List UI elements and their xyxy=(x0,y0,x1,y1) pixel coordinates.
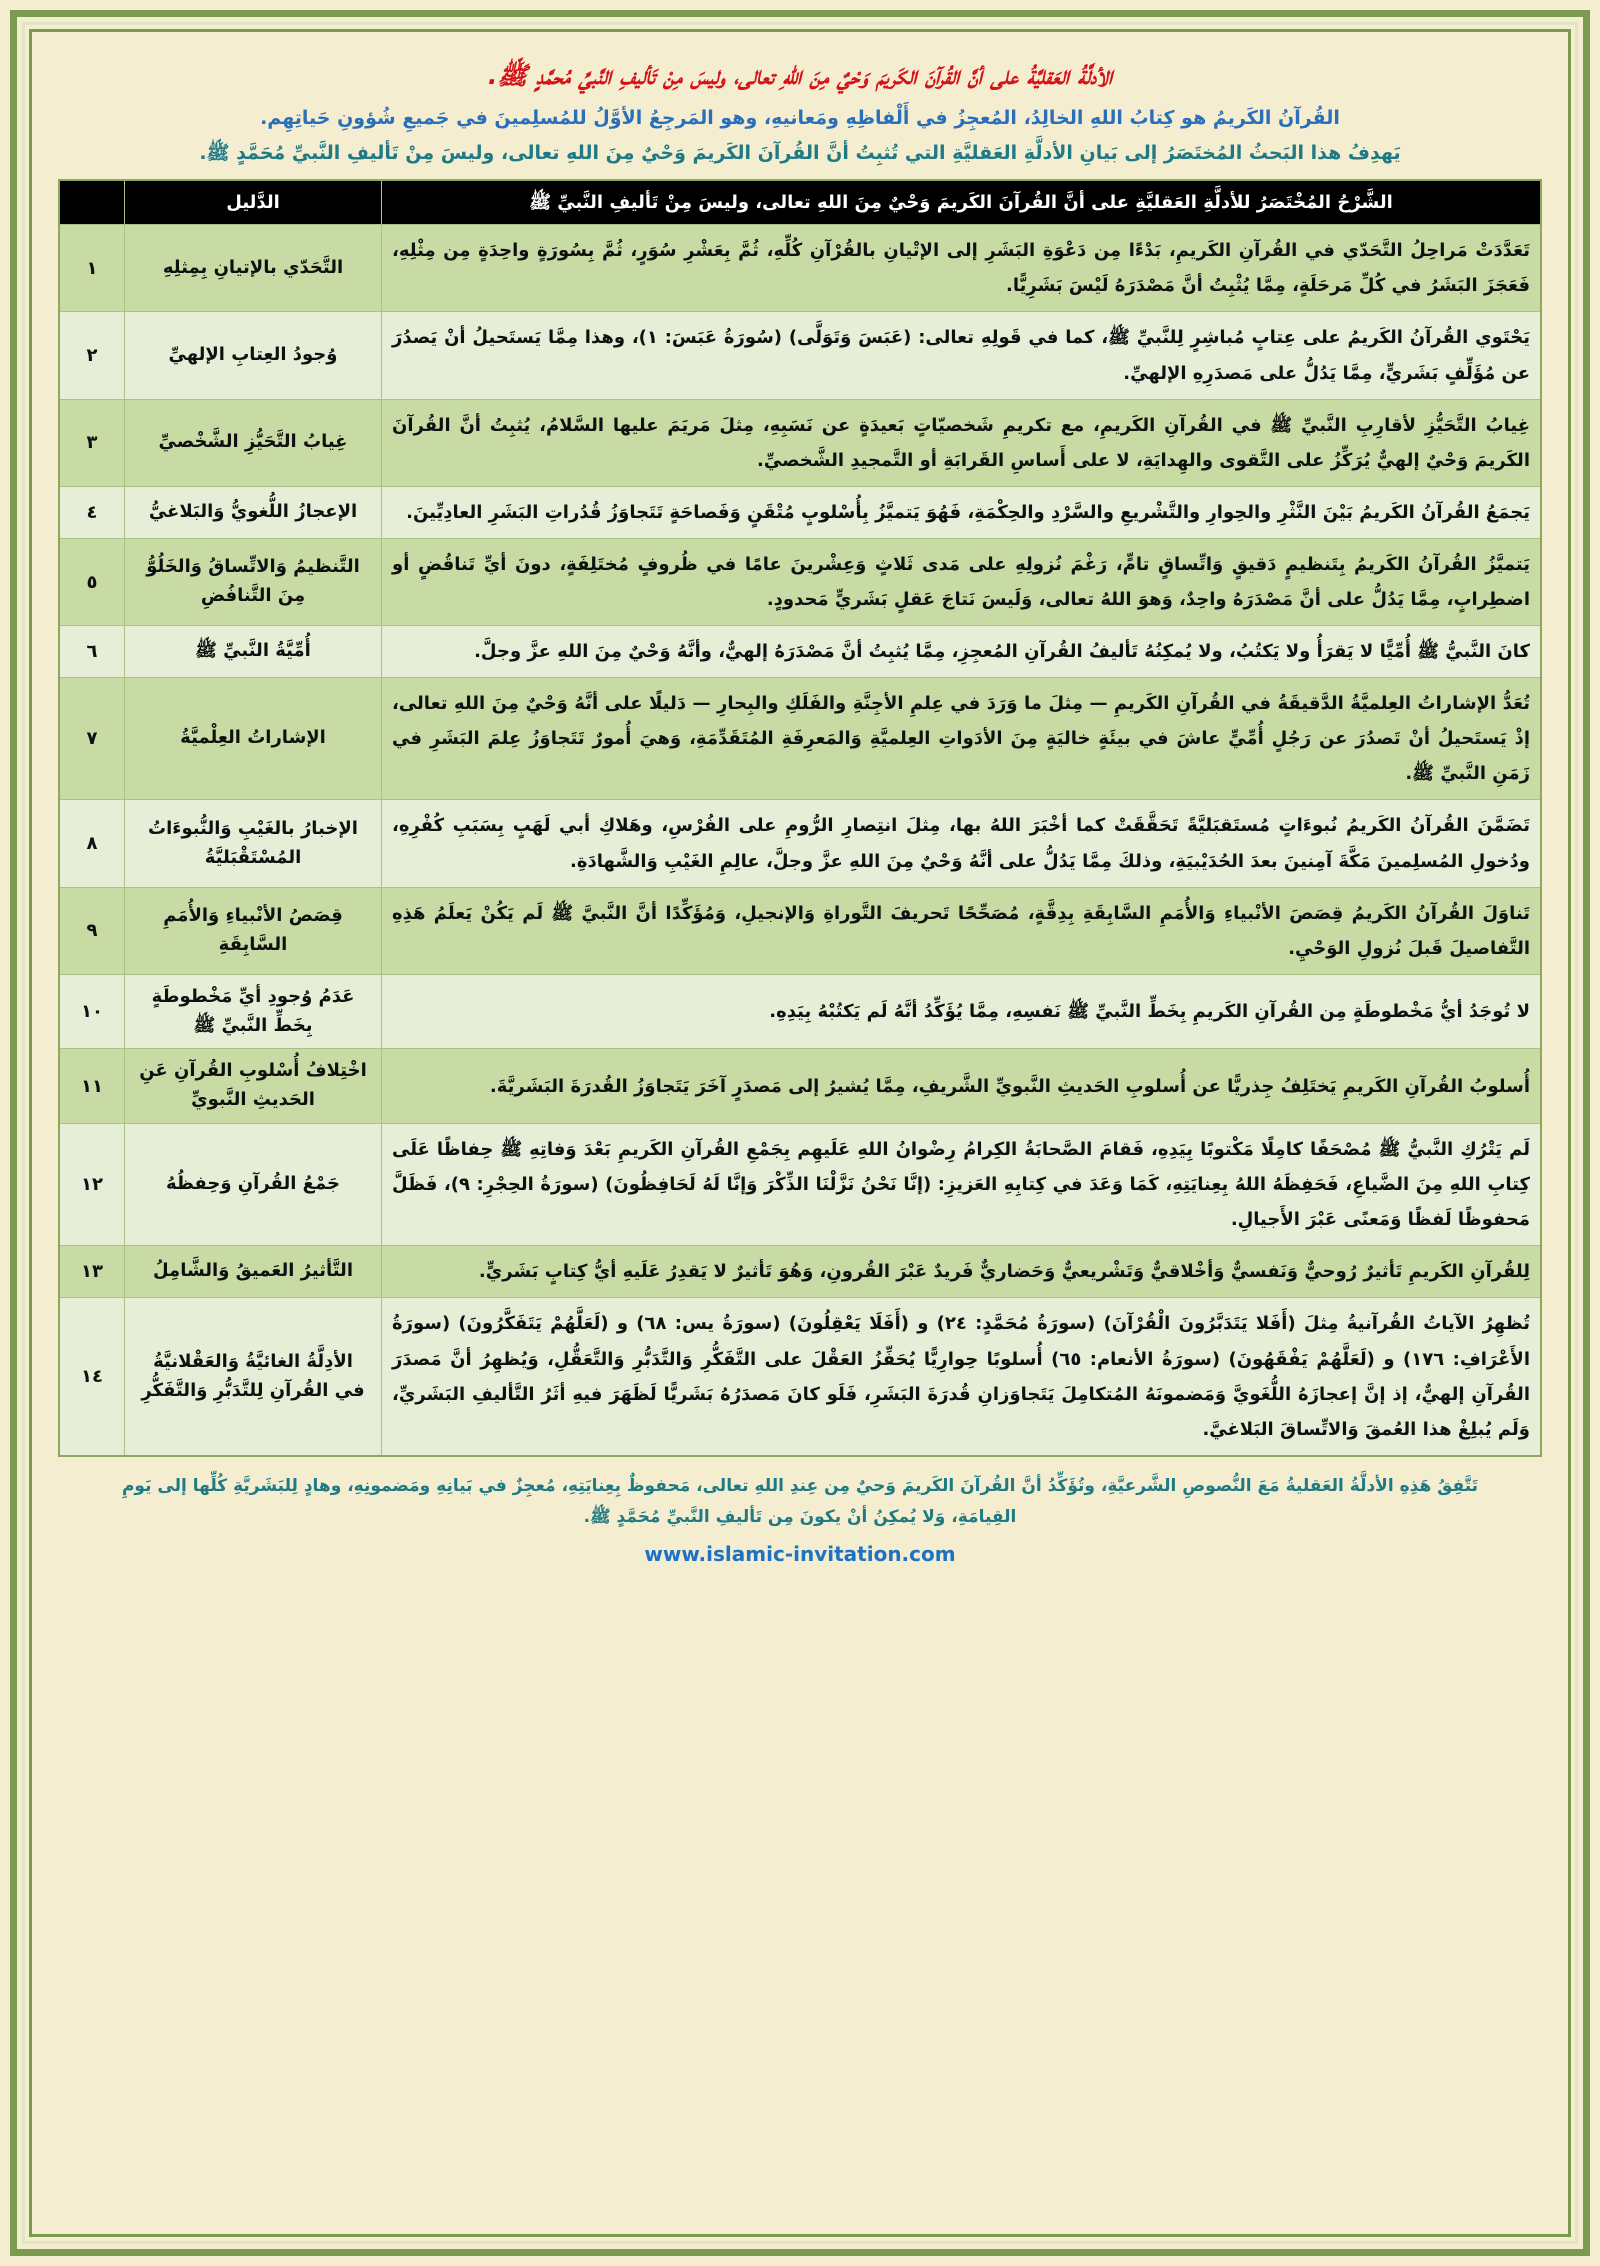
table-row xyxy=(59,399,1541,486)
cell-evidence-label: قِصَصُ الأنْبياءِ وَالأُمَمِ السَّابِقَةِ xyxy=(125,887,382,974)
cell-row-number: ٦ xyxy=(59,626,125,678)
table-row xyxy=(59,225,1541,312)
column-header-number xyxy=(59,180,125,225)
cell-row-number: ١٠ xyxy=(59,974,125,1049)
table-row xyxy=(59,312,1541,399)
cell-row-number: ٣ xyxy=(59,399,125,486)
website-url[interactable]: www.islamic-invitation.com xyxy=(644,1541,956,1566)
cell-row-number: ٩ xyxy=(59,887,125,974)
table-row xyxy=(59,626,1541,678)
intro-paragraph-2: يَهدِفُ هذا البَحثُ المُختَصَرُ إلى بَيانِ الأدلَّةِ العَقليَّةِ التي تُثبِتُ أنَّ القُرآنَ الكَريمَ وَحْيٌ مِنَ اللهِ تعالى، وليسَ مِنْ تَأليفِ النَّبيِّ مُحَمَّدٍ ﷺ. xyxy=(199,141,1401,164)
table-row xyxy=(59,800,1541,887)
cell-explanation: كانَ النَّبيُّ ﷺ أُمِّيًّا لا يَقرَأُ ولا يَكتُبُ، ولا يُمكِنُهُ تَأليفُ القُرآنِ المُعجِزِ، مِمَّا يُثبِتُ أنَّ مَصْدَرَهُ إلهيٌّ، وأنَّهُ وَحْيٌ مِنَ اللهِ عزَّ وجلَّ. xyxy=(382,626,1542,678)
table-row xyxy=(59,1124,1541,1246)
table-row xyxy=(59,887,1541,974)
cell-row-number: ٨ xyxy=(59,800,125,887)
table-row xyxy=(59,538,1541,625)
cell-evidence-label: الإعجازُ اللُّغويُّ وَالبَلاغيُّ xyxy=(125,486,382,538)
cell-explanation: تَناوَلَ القُرآنُ الكَريمُ قِصَصَ الأنْبياءِ وَالأُمَمِ السَّابِقَةِ بِدِقَّةٍ، مُصَحِّحًا تَحريفَ التَّوراةِ وَالإنجيلِ، وَمُؤَكِّدًا أنَّ النَّبيَّ ﷺ لَم يَكُنْ يَعلَمُ هَذِهِ التَّفاصيلَ قَبلَ نُزولِ الوَحْيِ. xyxy=(382,887,1542,974)
cell-evidence-label: عَدَمُ وُجودِ أيِّ مَخْطوطَةٍ بِخَطِّ النَّبيِّ ﷺ xyxy=(125,974,382,1049)
table-header-row xyxy=(59,180,1541,225)
table-row xyxy=(59,678,1541,800)
table-row xyxy=(59,486,1541,538)
cell-evidence-label: جَمْعُ القُرآنِ وَحِفظُهُ xyxy=(125,1124,382,1246)
cell-explanation: تُظهِرُ الآياتُ القُرآنيةُ مِثلَ (أَفَلا يَتَدَبَّرُونَ الْقُرْآنَ) (سورَةُ مُحَمَّدٍ: ٢٤) و (أَفَلَا يَعْقِلُونَ) (سورَةُ يس: ٦٨) و (لَعَلَّهُمْ يَتَفَكَّرُونَ) (سورَةُ الأَعْرَافِ: ١٧٦) و (لَعَلَّهُمْ يَفْقَهُونَ) (سورَةُ الأنعام: ٦٥) أُسلوبًا حِوارِيًّا يُحَفِّزُ العَقْلَ على التَّفَكُّرِ وَالتَّدَبُّرِ وَالتَّعَقُّلِ، وَيُظهِرُ أنَّ مَصدَرَ القُرآنِ إلهيٌّ، إذ إنَّ إعجازَهُ اللُّغَويَّ وَمَضمونَهُ المُتكامِلَ يَتَجاوَزانِ قُدرَةَ البَشَرِ، فَلَو كانَ مَصدَرُهُ بَشَريًّا لَظَهَرَ فيهِ أثَرُ التَّأليفِ البَشَريِّ، وَلَم يُبلِغْ هذا العُمقَ وَالاتِّساقَ البَلاغيَّ. xyxy=(382,1298,1542,1456)
page-border-outer xyxy=(10,10,1590,2256)
cell-evidence-label: الأدِلَّةُ الغائيَّةُ وَالعَقْلانيَّةُ في القُرآنِ لِلتَّدَبُّرِ وَالتَّفَكُّرِ xyxy=(125,1298,382,1456)
cell-row-number: ٥ xyxy=(59,538,125,625)
cell-row-number: ١ xyxy=(59,225,125,312)
cell-explanation: لَم يَتْرُكِ النَّبيُّ ﷺ مُصْحَفًا كامِلًا مَكْتوبًا بِيَدِهِ، فَقامَ الصَّحابَةُ الكِرامُ رِضْوانُ اللهِ عَلَيهِم بِجَمْعِ القُرآنِ الكَريمِ بَعْدَ وَفاتِهِ ﷺ حِفاظًا عَلَى كِتابِ اللهِ مِنَ الضَّياعِ، فَحَفِظَهُ اللهُ بِعِنايَتِهِ، كَمَا وَعَدَ في كِتابِهِ العَزيزِ: (إنَّا نَحْنُ نَزَّلْنَا الذِّكْرَ وَإنَّا لَهُ لَحَافِظُونَ) (سورَةُ الحِجْرِ: ٩)، فَظَلَّ مَحفوظًا لَفظًا وَمَعنًى عَبْرَ الأَجيالِ. xyxy=(382,1124,1542,1246)
cell-row-number: ٢ xyxy=(59,312,125,399)
cell-explanation: يَتميَّزُ القُرآنُ الكَريمُ بِتَنظيمٍ دَقيقٍ وَاتِّساقٍ تامٍّ، رَغْمَ نُزولِهِ على مَدى ثَلاثٍ وَعِشْرينَ عامًا في ظُروفٍ مُختَلِفَةٍ، دونَ أيِّ تَناقُضٍ أو اضطِرابٍ، مِمَّا يَدُلُّ على أنَّ مَصْدَرَهُ واحِدٌ، وَهوَ اللهُ تعالى، وَلَيسَ نَتاجَ عَقلٍ بَشَريٍّ مَحدودٍ. xyxy=(382,538,1542,625)
table-row xyxy=(59,1246,1541,1298)
cell-explanation: غِيابُ التَّحَيُّزِ لأقارِبِ النَّبيِّ ﷺ في القُرآنِ الكَريمِ، مع تكريمِ شَخصيّاتٍ بَعيدَةٍ عن نَسَبِهِ، مِثلَ مَريَمَ عليها السَّلامُ، يُثبِتُ أنَّ القُرآنَ الكَريمَ وَحْيٌ إلهيٌّ يُرَكِّزُ على التَّقوى والهِدايَةِ، لا على أَساسِ القَرابَةِ أو التَّمجيدِ الشَّخصيِّ. xyxy=(382,399,1542,486)
cell-evidence-label: الإخبارُ بالغَيْبِ وَالنُّبوءَاتُ المُسْتَقْبَليَّةُ xyxy=(125,800,382,887)
column-header-explanation: الشَّرْحُ المُخْتَصَرُ للأدلَّةِ العَقليَّةِ على أنَّ القُرآنَ الكَريمَ وَحْيٌ مِنَ اللهِ تعالى، وليسَ مِنْ تَأليفِ النَّبيِّ ﷺ xyxy=(382,180,1542,225)
table-row xyxy=(59,974,1541,1049)
cell-explanation: لا تُوجَدُ أيُّ مَخْطوطَةٍ مِن القُرآنِ الكَريمِ بِخَطِّ النَّبيِّ ﷺ نَفسِهِ، مِمَّا يُؤَكِّدُ أنَّهُ لَم يَكتُبْهُ بِيَدِهِ. xyxy=(382,974,1542,1049)
cell-evidence-label: التَّأثيرُ العَميقُ وَالشَّامِلُ xyxy=(125,1246,382,1298)
cell-explanation: لِلقُرآنِ الكَريمِ تَأثيرٌ رُوحيٌّ وَنَفسيٌّ وَأخْلاقيٌّ وَتَشْريعيٌّ وَحَضاريٌّ فَريدٌ عَبْرَ القُرونِ، وَهُوَ تَأثيرٌ لا يَقدِرُ عَلَيهِ أيُّ كِتابٍ بَشَريٍّ. xyxy=(382,1246,1542,1298)
cell-explanation: يَحْتَوي القُرآنُ الكَريمُ على عِتابٍ مُباشِرٍ لِلنَّبيِّ ﷺ، كما في قَولِهِ تعالى: (عَبَسَ وَتَوَلَّى) (سُورَةُ عَبَسَ: ١)، وهذا مِمَّا يَستَحيلُ أنْ يَصدُرَ عن مُؤَلِّفٍ بَشَريٍّ، مِمَّا يَدُلُّ على مَصدَرِهِ الإلهيِّ. xyxy=(382,312,1542,399)
intro-paragraph-1: القُرآنُ الكَريمُ هو كِتابُ اللهِ الخالِدُ، المُعجِزُ في أَلْفاظِهِ ومَعانيهِ، وهو المَرجِعُ الأوَّلُ للمُسلِمينَ في جَميعِ شُؤونِ حَياتِهِم. xyxy=(260,107,1340,130)
cell-evidence-label: اخْتِلافُ أُسْلوبِ القُرآنِ عَنِ الحَديثِ النَّبويِّ xyxy=(125,1049,382,1124)
cell-explanation: يَجمَعُ القُرآنُ الكَريمُ بَيْنَ النَّثْرِ والحِوارِ والتَّشْريعِ والسَّرْدِ والحِكْمَةِ، فَهُوَ يَتميَّزُ بِأُسْلوبٍ مُتْقَنٍ وَفَصاحَةٍ تَتَجاوَزُ قُدُراتِ البَشَرِ العادِيِّينَ. xyxy=(382,486,1542,538)
cell-evidence-label: التَّنظيمُ وَالاتِّساقُ وَالخَلُوُّ مِنَ التَّنافُضِ xyxy=(125,538,382,625)
cell-row-number: ١٣ xyxy=(59,1246,125,1298)
cell-row-number: ١٢ xyxy=(59,1124,125,1246)
cell-evidence-label: أُمِّيَّةُ النَّبيِّ ﷺ xyxy=(125,626,382,678)
cell-explanation: أُسلوبُ القُرآنِ الكَريمِ يَختَلِفُ جِذريًّا عن أُسلوبِ الحَديثِ النَّبويِّ الشَّريفِ، مِمَّا يُشيرُ إلى مَصدَرٍ آخَرَ يَتَجاوَزُ القُدرَةَ البَشَريَّةَ. xyxy=(382,1049,1542,1124)
cell-explanation: تُعَدُّ الإشاراتُ العِلميَّةُ الدَّقيقَةُ في القُرآنِ الكَريمِ — مِثلَ ما وَرَدَ في عِلمِ الأجِنَّةِ والفَلَكِ والبِحارِ — دَليلًا على أنَّهُ وَحْيٌ مِنَ اللهِ تعالى، إذْ يَستَحيلُ أنْ تَصدُرَ عن رَجُلٍ أُمِّيٍّ عاشَ في بيئَةٍ خاليَةٍ مِنَ الأدَواتِ العِلميَّةِ وَالمَعرِفَةِ المُتَقَدِّمَةِ، وَهيَ أُمورٌ تَتَجاوَزُ عِلمَ البَشَرِ في زَمَنِ النَّبيِّ ﷺ. xyxy=(382,678,1542,800)
cell-row-number: ١٤ xyxy=(59,1298,125,1456)
cell-explanation: تَضَمَّنَ القُرآنُ الكَريمُ نُبوءَاتٍ مُستَقبَليَّةً تَحَقَّقَتْ كما أخْبَرَ اللهُ بها، مِثلَ انتِصارِ الرُّومِ على الفُرْسِ، وهَلاكِ أبي لَهَبٍ بِسَبَبِ كُفْرِهِ، ودُخولِ المُسلِمينَ مَكَّةَ آمِنينَ بعدَ الحُدَيْبيَةِ، وذلكَ مِمَّا يَدُلُّ على أنَّهُ وَحْيٌ مِنَ اللهِ عزَّ وجلَّ، عالِمِ الغَيْبِ وَالشَّهادَةِ. xyxy=(382,800,1542,887)
table-row xyxy=(59,1298,1541,1456)
evidence-table-head xyxy=(59,180,1541,225)
page-border-middle xyxy=(22,22,1578,2244)
table-row xyxy=(59,1049,1541,1124)
evidence-table-body xyxy=(59,225,1541,1456)
column-header-evidence: الدَّليل xyxy=(125,180,382,225)
evidence-table xyxy=(58,179,1542,1457)
cell-row-number: ٤ xyxy=(59,486,125,538)
page-title: الأدلَّةُ العَقليَّةُ على أنَّ القُرآنَ الكَريمَ وَحْيٌ مِنَ اللهِ تعالى، وليسَ مِنْ تَأليفِ النَّبيِّ مُحمَّدٍ ﷺ. xyxy=(487,61,1113,90)
cell-evidence-label: غِيابُ التَّحَيُّزِ الشَّخْصيِّ xyxy=(125,399,382,486)
page-border-inner xyxy=(29,29,1571,2237)
cell-evidence-label: وُجودُ العِتابِ الإلهيِّ xyxy=(125,312,382,399)
cell-row-number: ١١ xyxy=(59,1049,125,1124)
cell-evidence-label: الإشاراتُ العِلْميَّةُ xyxy=(125,678,382,800)
cell-row-number: ٧ xyxy=(59,678,125,800)
cell-evidence-label: التَّحَدّي بالإتيانِ بِمِثلِهِ xyxy=(125,225,382,312)
closing-paragraph: تَتَّفِقُ هَذِهِ الأدلَّةُ العَقليةُ مَعَ النُّصوصِ الشَّرعيَّةِ، وتُؤَكِّدُ أنَّ القُرآنَ الكَريمَ وَحيٌ مِن عِندِ اللهِ تعالى، مَحفوظٌ بِعِنايَتِهِ، مُعجِزٌ في بَيانِهِ ومَضمونِهِ، وهادٍ لِلبَشَريَّةِ كُلِّها إلى يَومِ القِيامَةِ، وَلا يُمكِنُ أنْ يكونَ مِن تَأليفِ النَّبيِّ مُحَمَّدٍ ﷺ. xyxy=(121,1475,1479,1528)
cell-explanation: تَعَدَّدَتْ مَراحِلُ التَّحَدّي في القُرآنِ الكَريمِ، بَدْءًا مِن دَعْوَةِ البَشَرِ إلى الإتْيانِ بالقُرْآنِ كُلِّهِ، ثُمَّ بِعَشْرِ سُوَرٍ، ثُمَّ بِسُورَةٍ واحِدَةٍ مِن مِثْلِهِ، فَعَجَزَ البَشَرُ في كُلِّ مَرحَلَةٍ، مِمَّا يُثْبِتُ أنَّ مَصْدَرَهُ لَيْسَ بَشَرِيًّا. xyxy=(382,225,1542,312)
